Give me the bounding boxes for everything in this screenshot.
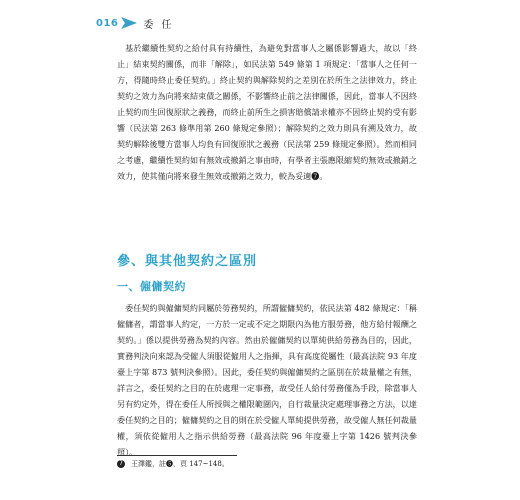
paragraph: 基於繼續性契約之給付具有持續性，為避免對當事人之屬係影響過大，故以「終止」結束契約關係，而非「解除」，如民法第 549 條第 1 項規定：「當事人之任何一方，得隨時終止委任契約。」終止契約與解除契約之差別在於所生之法律效力，終止契約之效力為向將來結束債之關係，不影響終止前之法律關係，因此，當事人不因終止契約而生回復原狀之義務，而終止前所生之損害賠償請求權亦不因終止契約受有影響（民法第 263 條準用第 260 條規定參照）；解除契約之效力則具有溯及效力，故契約解除後雙方當事人均負有回復原狀之義務（民法第 259 條規定參照）。然而相同之考慮，繼續性契約如有無效或撤銷之事由時，有學者主張應限縮契約無效或撤銷之效力，使其僅向將來發生無效或撤銷之效力，較為妥適❼。 <box>117 43 417 181</box>
page-number: 016 <box>96 17 119 29</box>
arrow-icon <box>121 17 137 29</box>
footnote-mark: 7 <box>117 460 125 468</box>
footnote <box>117 459 229 469</box>
running-header <box>96 14 179 32</box>
running-title: 委任 <box>143 19 180 31</box>
section-heading: 參、與其他契約之區別 <box>117 254 258 269</box>
subsection-heading: 一、僱傭契約 <box>117 280 186 293</box>
paragraph: 委任契約與僱傭契約同屬於勞務契約，所謂僱傭契約，依民法第 482 條規定：「稱僱傭者，謂當事人約定，一方於一定或不定之期限內為他方服勞務，他方給付報酬之契約。」係以提供勞務為契約內容。然由於僱傭契約以單純供給勞務為目的，因此，實務判決向來認為受僱人須服從僱用人之指揮，具有高度從屬性（最高法院 93 年度臺上字第 873 號判決參照）。因此，委任契約與僱傭契約之區別在於裁量權之有無，詳言之，委任契約之目的在於處理一定事務，故受任人給付勞務僅為手段，除當事人另有約定外，得在委任人所授與之權限範圍內，自行裁量決定處理事務之方法，以達委任契約之目的；僱傭契約之目的則在於受僱人單純提供勞務，故受僱人無任何裁量權，須依從僱用人之指示供給勞務（最高法院 96 年度臺上字第 1426 號判決參照）。 <box>117 303 417 457</box>
footnote-text: 王澤鑑，註❺，頁 147~148。 <box>131 460 229 468</box>
body-block-bottom <box>117 300 417 460</box>
footnote-divider <box>117 455 237 456</box>
body-block-top <box>117 40 417 184</box>
